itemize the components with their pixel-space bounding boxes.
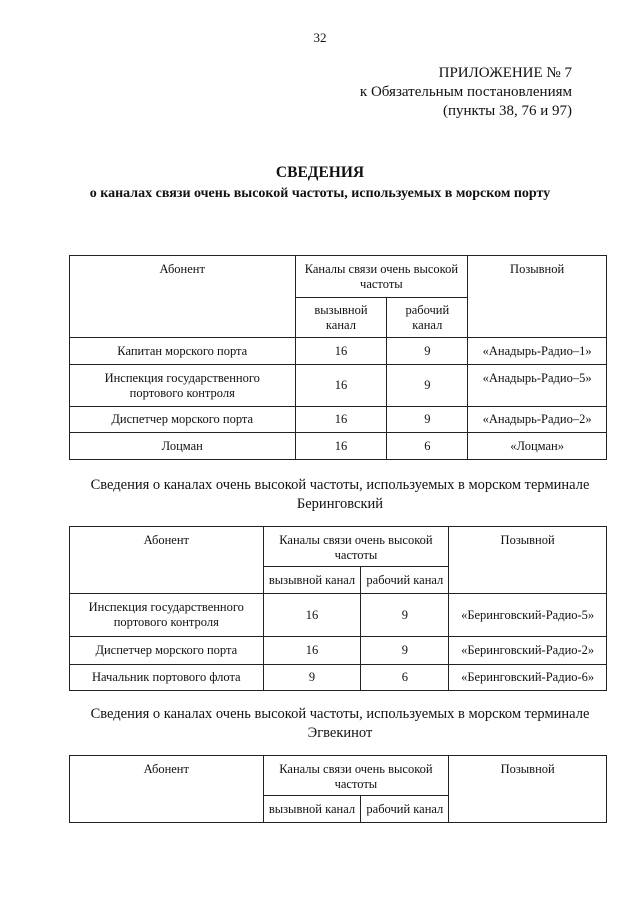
header-working-line2: канал	[412, 317, 443, 332]
cell-working: 9	[387, 407, 468, 433]
cell-working: 6	[387, 433, 468, 460]
header-calling-channel: вызывной канал	[263, 567, 361, 594]
cell-calling: 16	[295, 407, 387, 433]
header-callsign: Позывной	[468, 256, 607, 338]
header-channels-line2: частоты	[334, 548, 378, 562]
cell-working: 6	[361, 665, 449, 691]
cell-subscriber: Диспетчер морского порта	[70, 407, 296, 433]
header-channels-line2: частоты	[334, 777, 378, 791]
header-channels	[295, 256, 468, 298]
header-working-channel: рабочий канал	[361, 796, 449, 823]
table-header-row	[70, 756, 607, 796]
header-calling-line2: канал	[325, 317, 356, 332]
header-working-line1: рабочий	[405, 302, 450, 317]
header-channels-line1: Каналы связи очень высокой	[304, 262, 459, 276]
table-header-row	[70, 527, 607, 567]
header-channels-line1: Каналы связи очень высокой	[279, 533, 433, 547]
cell-subscriber	[70, 365, 296, 407]
header-calling-line1: вызывной	[314, 302, 368, 317]
table-row	[70, 665, 607, 691]
header-channels	[263, 527, 449, 567]
cell-subscriber: Начальник портового флота	[70, 665, 264, 691]
cell-callsign: «Анадырь-Радио–1»	[468, 338, 607, 365]
cell-calling: 16	[263, 594, 361, 637]
header-channels-line1: Каналы связи очень высокой	[279, 762, 433, 776]
table-beringovsky-channels	[69, 526, 607, 691]
cell-calling: 16	[295, 338, 387, 365]
header-callsign: Позывной	[449, 527, 607, 594]
table-row	[70, 594, 607, 637]
cell-calling: 9	[263, 665, 361, 691]
header-working-channel	[387, 298, 468, 338]
table-row	[70, 365, 607, 407]
cell-calling: 16	[263, 637, 361, 665]
cell-subscriber-line2: портового контроля	[113, 615, 219, 629]
section-heading-line1: Сведения о каналах очень высокой частоты, используемых в морском терминале	[90, 706, 590, 722]
table-row	[70, 637, 607, 665]
cell-subscriber: Лоцман	[70, 433, 296, 460]
cell-callsign: «Лоцман»	[468, 433, 607, 460]
cell-calling: 16	[295, 365, 387, 407]
cell-callsign: «Анадырь-Радио–5»	[468, 365, 607, 407]
cell-subscriber: Капитан морского порта	[70, 338, 296, 365]
cell-working: 9	[361, 594, 449, 637]
cell-callsign: «Беринговский-Радио-5»	[449, 594, 607, 637]
header-subscriber: Абонент	[70, 256, 296, 338]
section-heading-line2: Эгвекинот	[307, 725, 373, 741]
cell-working: 9	[387, 338, 468, 365]
cell-callsign: «Анадырь-Радио–2»	[468, 407, 607, 433]
section-heading-egvekinot	[60, 705, 620, 743]
table-port-channels	[69, 255, 607, 460]
main-subtitle: о каналах связи очень высокой частоты, используемых в морском порту	[89, 186, 551, 201]
appendix-title: ПРИЛОЖЕНИЕ № 7	[438, 65, 572, 81]
cell-subscriber: Диспетчер морского порта	[70, 637, 264, 665]
appendix-ref-line1: к Обязательным постановлениям	[359, 84, 572, 100]
table-egvekinot-channels	[69, 755, 607, 823]
header-channels	[263, 756, 449, 796]
header-subscriber: Абонент	[70, 756, 264, 823]
cell-subscriber	[70, 594, 264, 637]
cell-subscriber-line2: портового контроля	[129, 385, 235, 400]
header-working-channel: рабочий канал	[361, 567, 449, 594]
section-heading-beringovsky	[60, 476, 620, 514]
header-callsign: Позывной	[449, 756, 607, 823]
cell-subscriber-line1: Инспекция государственного	[88, 600, 244, 614]
cell-callsign: «Беринговский-Радио-6»	[449, 665, 607, 691]
main-title: СВЕДЕНИЯ	[275, 164, 365, 181]
header-calling-channel: вызывной канал	[263, 796, 361, 823]
cell-subscriber-line1: Инспекция государственного	[104, 370, 260, 385]
header-channels-line2: частоты	[360, 277, 403, 291]
table-header-row	[70, 256, 607, 298]
cell-working: 9	[361, 637, 449, 665]
header-subscriber: Абонент	[70, 527, 264, 594]
section-heading-line1: Сведения о каналах очень высокой частоты, используемых в морском терминале	[90, 477, 590, 493]
cell-working: 9	[387, 365, 468, 407]
cell-callsign: «Беринговский-Радио-2»	[449, 637, 607, 665]
header-calling-channel	[295, 298, 387, 338]
appendix-block	[360, 64, 572, 121]
appendix-ref-line2: (пункты 38, 76 и 97)	[442, 103, 572, 119]
section-heading-line2: Беринговский	[296, 496, 384, 512]
table-row	[70, 407, 607, 433]
cell-calling: 16	[295, 433, 387, 460]
table-row	[70, 338, 607, 365]
page-number: 32	[313, 30, 327, 45]
table-row	[70, 433, 607, 460]
